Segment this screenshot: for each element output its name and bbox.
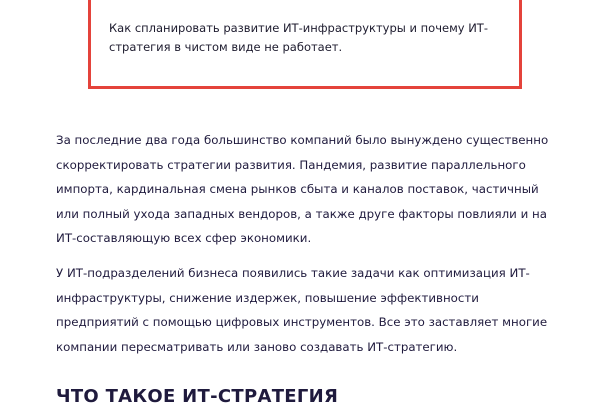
summary-callout-box (88, 0, 522, 89)
callout-text: Как спланировать развитие ИТ-инфраструктуры и почему ИТ-стратегия в чистом виде не работает. (109, 21, 488, 54)
article-paragraph: За последние два года большинство компаний было вынуждено существенно скорректировать стратегии развития. Пандемия, развитие параллельного импорта, кардинальная смена рынков сбыта и каналов поставок, частичный или полный ухода западных вендоров, а также друге факторы повлияли и на ИТ-составляющую всех сфер экономики. (56, 133, 549, 246)
section-heading: ЧТО ТАКОЕ ИТ-СТРАТЕГИЯ (56, 386, 339, 407)
article-paragraph: У ИТ-подразделений бизнеса появились такие задачи как оптимизация ИТ-инфраструктуры, снижение издержек, повышение эффективности предприятий с помощью цифровых инструментов. Все это заставляет многие компании пересматривать или заново создавать ИТ-стратегию. (56, 266, 548, 354)
